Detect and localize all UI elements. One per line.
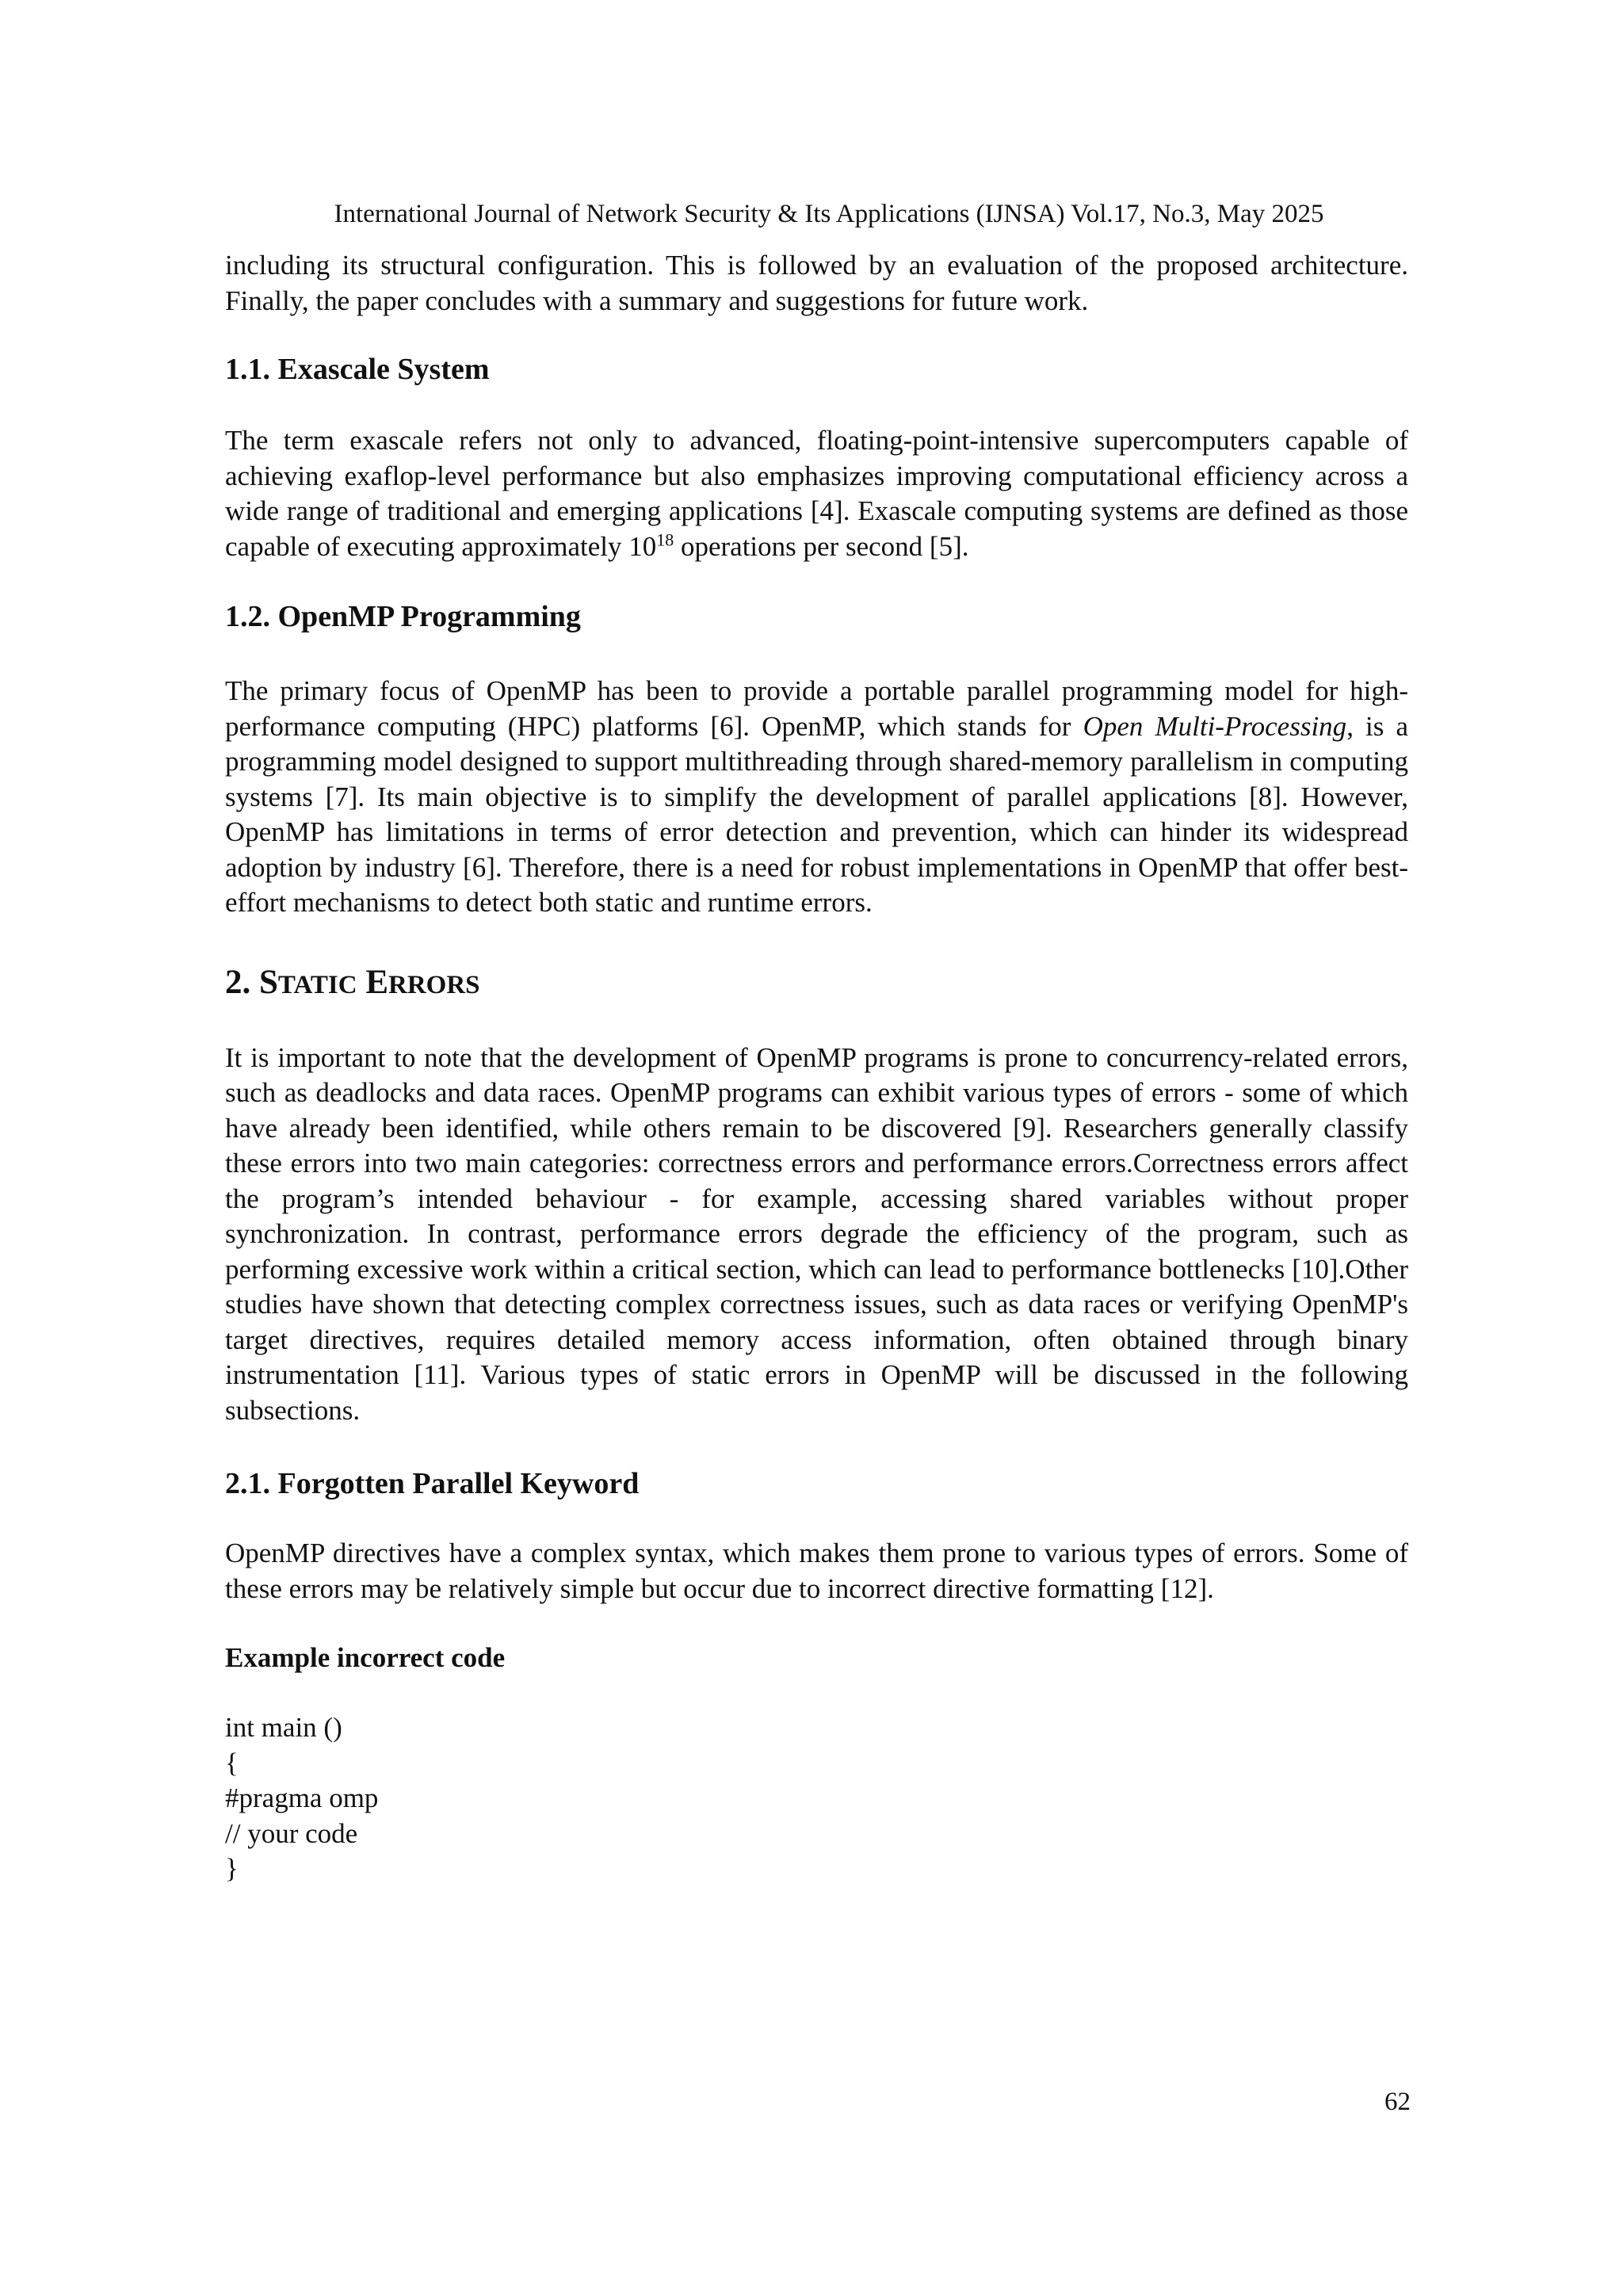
exascale-text-part2: operations per second [5]. bbox=[674, 530, 969, 562]
paragraph-openmp bbox=[225, 674, 1408, 921]
heading-1-2: 1.2. OpenMP Programming bbox=[225, 600, 581, 633]
heading-2 bbox=[225, 962, 1408, 1006]
paragraph-static-errors: It is important to note that the development of OpenMP programs is prone to concurrency-related errors, such as deadlocks and data races. OpenMP programs can exhibit various types of errors - some of which have already been identified, while others remain to be discovered [9]. Researchers generally classify these errors into two main categories: correctness errors and performance errors.Correctness errors affect the program’s intended behaviour - for example, accessing shared variables without proper synchronization. In contrast, performance errors degrade the efficiency of the program, such as performing excessive work within a critical section, which can lead to performance bottlenecks [10].Other studies have shown that detecting complex correctness issues, such as data races or verifying OpenMP's target directives, requires detailed memory access information, often obtained through binary instrumentation [11]. Various types of static errors in OpenMP will be discussed in the following subsections. bbox=[225, 1041, 1408, 1426]
code-line: #pragma omp bbox=[225, 1782, 379, 1813]
heading-2-space bbox=[357, 964, 366, 1001]
heading-2-initial-s: S bbox=[259, 963, 278, 1001]
heading-2-number: 2. bbox=[225, 963, 259, 1001]
openmp-text-part2: , is a programming model designed to support multithreading through shared-memory parallelism in computing systems [7]. Its main objective is to simplify the development of parallel applications [8]. However, OpenMP has limitations in terms of error detection and prevention, which can hinder its widespread adoption by industry [6]. Therefore, there is a need for robust implementations in OpenMP that offer best-effort mechanisms to detect both static and runtime errors. bbox=[225, 710, 1408, 918]
code-example bbox=[225, 1710, 1408, 1887]
code-line: { bbox=[225, 1747, 239, 1778]
openmp-italic-term: Open Multi-Processing bbox=[1083, 710, 1347, 742]
code-line: } bbox=[225, 1853, 239, 1884]
example-label: Example incorrect code bbox=[225, 1642, 506, 1673]
page-number: 62 bbox=[1384, 2088, 1411, 2116]
heading-2-rest-errors: RRORS bbox=[388, 970, 480, 999]
code-line: // your code bbox=[225, 1817, 358, 1849]
code-line: int main () bbox=[225, 1712, 342, 1743]
heading-2-initial-e: E bbox=[365, 963, 388, 1001]
page-content bbox=[225, 248, 1408, 1887]
openmp-text-part1: The primary focus of OpenMP has been to provide a portable parallel programming model for high-performance computing (HPC) platforms [6]. OpenMP, which stands for bbox=[225, 675, 1408, 742]
heading-2-1: 2.1. Forgotten Parallel Keyword bbox=[225, 1467, 640, 1500]
running-header: International Journal of Network Security & Its Applications (IJNSA) Vol.17, No.3, May 2025 bbox=[334, 200, 1324, 228]
paragraph-exascale bbox=[225, 423, 1408, 564]
intro-paragraph: including its structural configuration. This is followed by an evaluation of the proposed architecture. Finally, the paper concludes with a summary and suggestions for future work. bbox=[225, 250, 1408, 316]
exponent-superscript: 18 bbox=[656, 529, 674, 549]
heading-2-rest-static: TATIC bbox=[277, 970, 357, 999]
heading-1-1: 1.1. Exascale System bbox=[225, 353, 490, 386]
exascale-text-part1: The term exascale refers not only to advanced, floating-point-intensive supercomputers capable of achieving exaflop-level performance but also emphasizes improving computational efficiency across a wide range of traditional and emerging applications [4]. Exascale computing systems are defined as those capable of executing approximately 10 bbox=[225, 425, 1408, 562]
paragraph-forgotten-parallel: OpenMP directives have a complex syntax, which makes them prone to various types of errors. Some of these errors may be relatively simple but occur due to incorrect directive formatting [12]. bbox=[225, 1538, 1408, 1604]
